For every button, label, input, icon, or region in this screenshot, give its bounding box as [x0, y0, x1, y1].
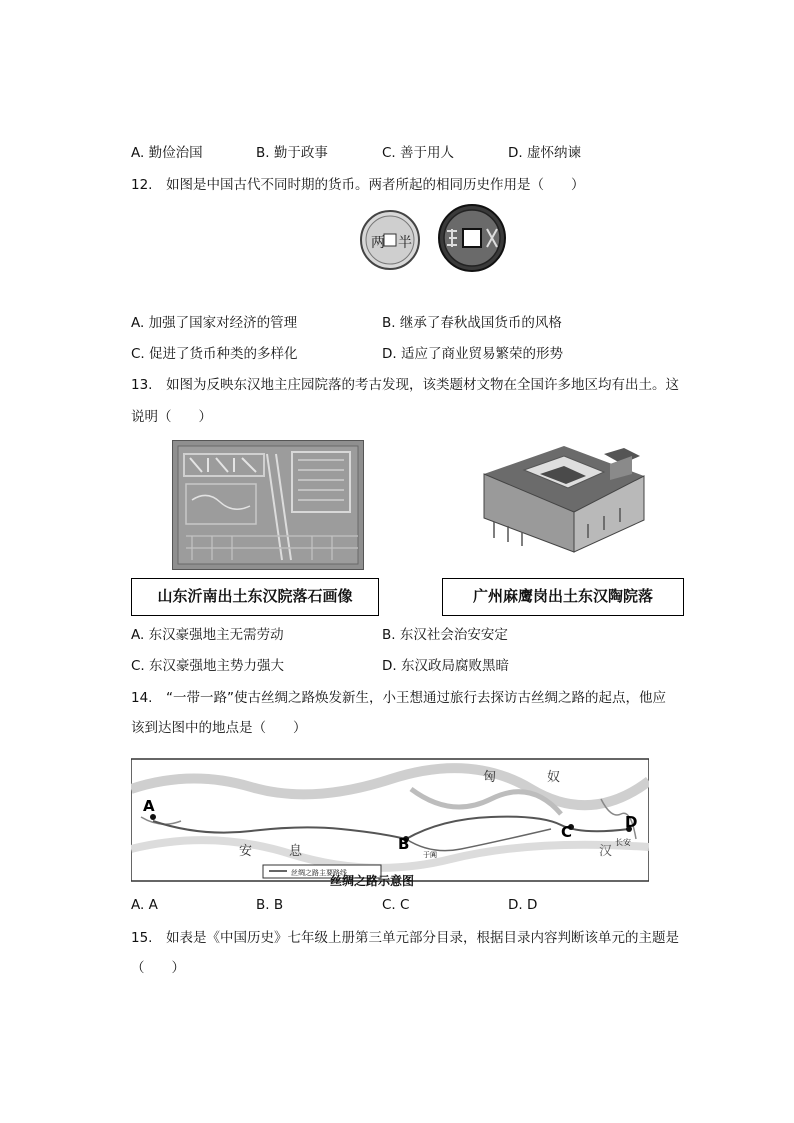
q11-option-a: A. 勤俭治国: [131, 145, 203, 161]
q13-option-b: B. 东汉社会治安安定: [382, 627, 508, 643]
q14-option-d: D. D: [508, 897, 538, 913]
q14-stem-line1: 14. “一带一路”使古丝绸之路焕发新生，小王想通过旅行去探访古丝绸之路的起点，他应: [131, 690, 666, 706]
map-label-xiongnu-2: 奴: [547, 770, 561, 785]
caption-pottery-courtyard: 广州麻鹰岗出土东汉陶院落: [442, 578, 684, 616]
map-label-anxi-1: 安: [239, 844, 253, 859]
q12-stem: 12. 如图是中国古代不同时期的货币。两者所起的相同历史作用是（ ）: [131, 177, 585, 193]
q14-stem-line2: 该到达图中的地点是（ ）: [131, 720, 307, 736]
map-label-yutian: 于阗: [423, 851, 437, 859]
q12-option-a: A. 加强了国家对经济的管理: [131, 315, 298, 331]
q11-option-b: B. 勤于政事: [256, 145, 328, 161]
map-point-d: D: [625, 813, 638, 831]
stone-relief-image: [172, 440, 364, 570]
coin1-char-right: 半: [398, 235, 412, 251]
q13-option-d: D. 东汉政局腐败黑暗: [382, 658, 509, 674]
map-legend-label: 丝绸之路主要路线: [291, 869, 347, 877]
silk-road-map: [131, 750, 649, 890]
q13-stem-line1: 13. 如图为反映东汉地主庄园院落的考古发现，该类题材文物在全国许多地区均有出土。这: [131, 377, 679, 393]
q15-stem-line1: 15. 如表是《中国历史》七年级上册第三单元部分目录，根据目录内容判断该单元的主题是: [131, 930, 679, 946]
q12-option-d: D. 适应了商业贸易繁荣的形势: [382, 346, 563, 362]
q13-option-a: A. 东汉豪强地主无需劳动: [131, 627, 284, 643]
coin-wuzhu-image: [437, 203, 507, 273]
map-point-c: C: [561, 823, 573, 841]
q12-option-b: B. 继承了春秋战国货币的风格: [382, 315, 562, 331]
q14-option-b: B. B: [256, 897, 284, 913]
q11-option-d: D. 虚怀纳谏: [508, 145, 581, 161]
q15-stem-line2: （ ）: [131, 960, 185, 976]
map-title: 丝绸之路示意图: [330, 874, 415, 888]
coin1-char-left: 两: [371, 235, 385, 251]
q13-option-c: C. 东汉豪强地主势力强大: [131, 658, 285, 674]
map-label-han: 汉: [599, 844, 613, 859]
q14-option-a: A. A: [131, 897, 158, 913]
coin-banliang-image: [359, 209, 421, 271]
map-label-changan: 长安: [615, 838, 631, 847]
map-label-xiongnu-1: 匈: [483, 770, 497, 785]
map-label-anxi-2: 息: [289, 844, 303, 859]
q11-option-c: C. 善于用人: [382, 145, 455, 161]
map-point-b: B: [398, 835, 410, 853]
q14-option-c: C. C: [382, 897, 410, 913]
map-point-a: A: [143, 797, 155, 815]
q12-option-c: C. 促进了货币种类的多样化: [131, 346, 298, 362]
caption-stone-relief: 山东沂南出土东汉院落石画像: [131, 578, 379, 616]
q13-stem-line2: 说明（ ）: [131, 409, 212, 425]
pottery-courtyard-image: [464, 434, 654, 570]
